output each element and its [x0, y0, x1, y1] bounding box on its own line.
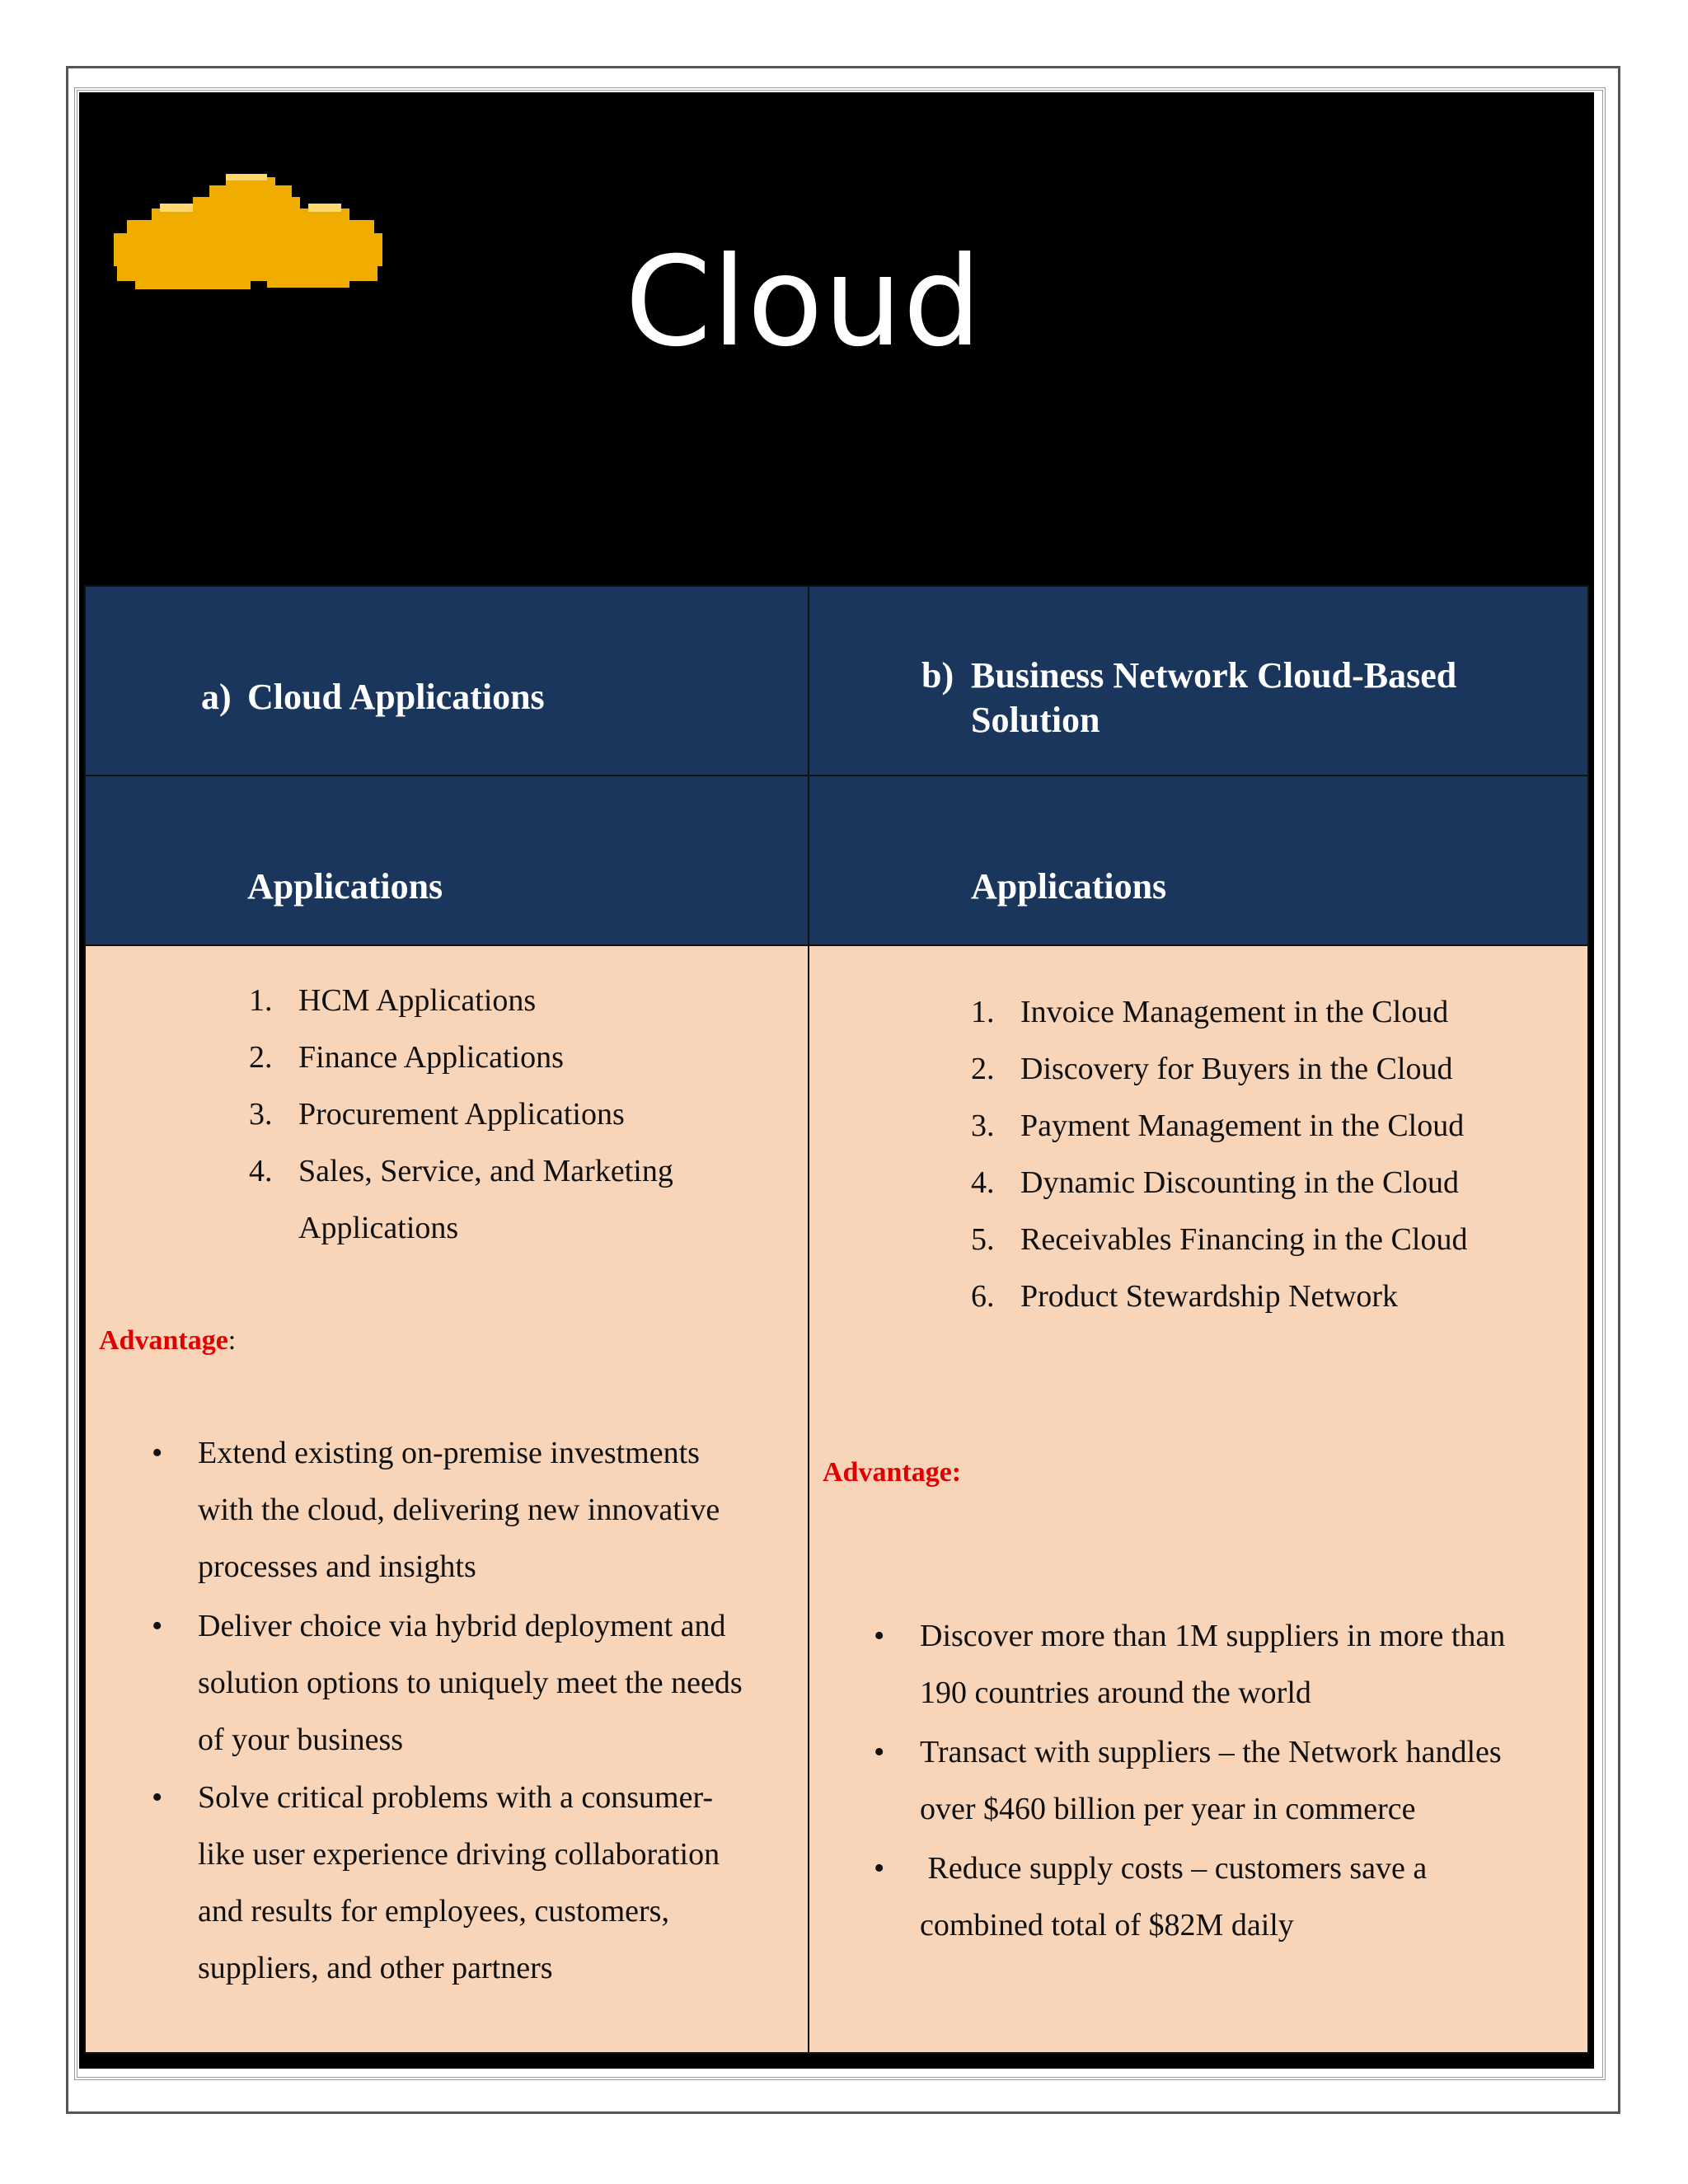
list-item-number: 3. — [971, 1108, 995, 1143]
list-item-line: like user experience driving collaboration — [198, 1837, 720, 1872]
list-item-text: HCM Applications — [298, 983, 537, 1018]
column-a-header — [84, 585, 809, 776]
column-b-header — [808, 585, 1589, 776]
column-b-subheader — [808, 775, 1589, 946]
bullet-icon: • — [874, 1851, 885, 1886]
column-b-title-line-1: Business Network Cloud-Based — [971, 655, 1457, 696]
list-item-text: Dynamic Discounting in the Cloud — [1020, 1165, 1459, 1200]
list-item-number: 5. — [971, 1222, 995, 1257]
list-item-number: 4. — [971, 1165, 995, 1200]
list-item-line: processes and insights — [198, 1549, 476, 1584]
column-b-letter: b) — [921, 655, 954, 696]
list-item-line: Transact with suppliers – the Network handles — [920, 1735, 1502, 1769]
column-a-subheader — [84, 775, 809, 946]
column-b-title-line-2: Solution — [971, 700, 1100, 740]
list-item-text: Finance Applications — [298, 1040, 564, 1075]
list-item-line: and results for employees, customers, — [198, 1894, 669, 1929]
list-item-number: 4. — [249, 1154, 273, 1188]
column-b-subheader-label: Applications — [971, 866, 1167, 907]
list-item-number: 2. — [971, 1052, 995, 1086]
list-item-text: Sales, Service, and Marketing — [298, 1154, 673, 1188]
advantage-label — [99, 1325, 236, 1357]
advantage-label: Advantage: — [823, 1457, 962, 1488]
list-item-line: combined total of $82M daily — [920, 1908, 1294, 1943]
list-item-number: 1. — [249, 983, 273, 1018]
list-item-text: Receivables Financing in the Cloud — [1020, 1222, 1468, 1257]
bullet-icon: • — [152, 1436, 163, 1470]
list-item-line: Discover more than 1M suppliers in more than — [920, 1619, 1506, 1653]
list-item-text: Invoice Management in the Cloud — [1020, 995, 1449, 1029]
bullet-icon: • — [152, 1609, 163, 1643]
column-a-subheader-label: Applications — [247, 866, 443, 907]
list-item-number: 1. — [971, 995, 995, 1029]
list-item-line: Solve critical problems with a consumer- — [198, 1780, 714, 1815]
page-title: Cloud — [625, 231, 982, 374]
list-item-text-continued: Applications — [298, 1211, 459, 1245]
list-item-line: over $460 billion per year in commerce — [920, 1792, 1416, 1826]
list-item-text: Product Stewardship Network — [1020, 1279, 1399, 1314]
bullet-icon: • — [874, 1619, 885, 1653]
document-content — [79, 92, 1594, 2069]
column-a-title: Cloud Applications — [247, 677, 545, 717]
column-b-body — [808, 944, 1589, 2054]
list-item-text: Discovery for Buyers in the Cloud — [1020, 1052, 1453, 1086]
list-item-number: 2. — [249, 1040, 273, 1075]
list-item-line: Extend existing on-premise investments — [198, 1436, 700, 1470]
bullet-icon: • — [152, 1780, 163, 1815]
list-item-line: with the cloud, delivering new innovative — [198, 1493, 720, 1527]
list-item-text: Payment Management in the Cloud — [1020, 1108, 1465, 1143]
list-item-line: 190 countries around the world — [920, 1675, 1311, 1710]
list-item-line: suppliers, and other partners — [198, 1951, 553, 1985]
list-item-number: 6. — [971, 1279, 995, 1314]
list-item-number: 3. — [249, 1097, 273, 1132]
list-item-line: of your business — [198, 1722, 404, 1757]
title-banner — [79, 92, 1594, 585]
list-item-line: solution options to uniquely meet the needs — [198, 1666, 743, 1700]
column-a-body — [84, 944, 809, 2054]
advantage-label-colon: : — [227, 1325, 237, 1356]
advantage-label-text: Advantage — [99, 1325, 228, 1356]
list-item-line: Reduce supply costs – customers save a — [920, 1851, 1428, 1886]
column-a-letter: a) — [201, 677, 232, 717]
bullet-icon: • — [874, 1735, 885, 1769]
comparison-table — [84, 585, 1589, 2054]
list-item-line: Deliver choice via hybrid deployment and — [198, 1609, 726, 1643]
list-item-text: Procurement Applications — [298, 1097, 625, 1132]
